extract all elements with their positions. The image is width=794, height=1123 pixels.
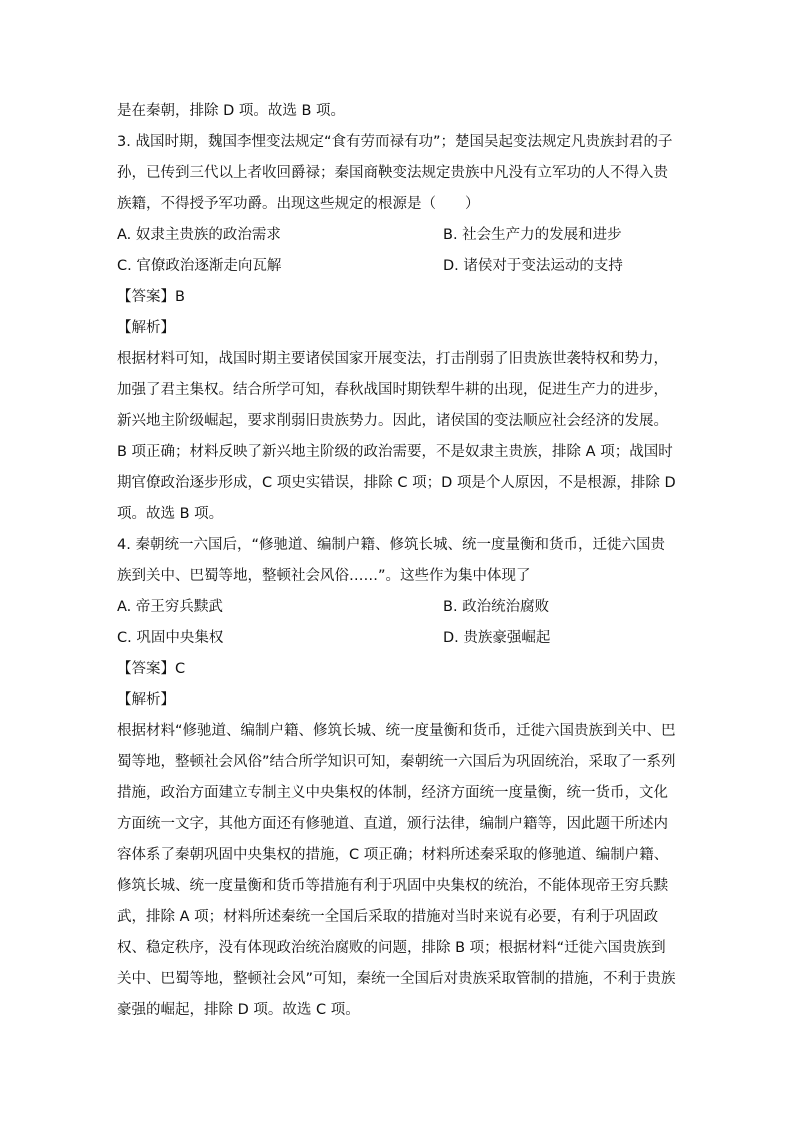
question-3-analysis: 根据材料可知，战国时期主要诸侯国家开展变法，打击削弱了旧贵族世袭特权和势力，加强了君主集权。结合所学可知，春秋战国时期铁犁牛耕的出现，促进生产力的进步，新兴地主阶级崛起，要求削弱旧贵族势力。因此，诸侯国的变法顺应社会经济的发展。B 项正确；材料反映了新兴地主阶级的政治需要，不是奴隶主贵族，排除 A 项；战国时期官僚政治逐步形成，C 项史实错误，排除 C 项；D 项是个人原因，不是根源，排除 D 项。故选 B 项。 — [117, 351, 676, 522]
question-3-options — [117, 220, 677, 282]
question-3-option-c: C. 官僚政治逐渐走向瓦解 — [117, 258, 282, 274]
question-4-option-d: D. 贵族豪强崛起 — [443, 630, 551, 646]
question-3-stem: 3. 战国时期，魏国李悝变法规定“食有劳而禄有功”；楚国吴起变法规定凡贵族封君的子孙，已传到三代以上者收回爵禄；秦国商鞅变法规定贵族中凡没有立军功的人不得入贵族籍，不得授予军功爵。出现这些规定的根源是（ ） — [117, 134, 673, 212]
question-4-options — [117, 592, 677, 654]
question-3-option-a: A. 奴隶主贵族的政治需求 — [117, 227, 281, 243]
question-4-option-c: C. 巩固中央集权 — [117, 630, 224, 646]
question-3-analysis-label: 【解析】 — [117, 320, 175, 336]
question-4-option-b: B. 政治统治腐败 — [443, 599, 550, 615]
question-4-analysis: 根据材料“修驰道、编制户籍、修筑长城、统一度量衡和货币，迁徙六国贵族到关中、巴蜀等地，整顿社会风俗”结合所学知识可知，秦朝统一六国后为巩固统治，采取了一系列措施，政治方面建立专制主义中央集权的体制，经济方面统一度量衡，统一货币，文化方面统一文字，其他方面还有修驰道、直道，颁行法律，编制户籍等，因此题干所述内容体系了秦朝巩固中央集权的措施，C 项正确；材料所述秦采取的修驰道、编制户籍、修筑长城、统一度量衡和货币等措施有利于巩固中央集权的统治，不能体现帝王穷兵黩武，排除 A 项；材料所述秦统一全国后采取的措施对当时来说有必要，有利于巩固政权、稳定秩序，没有体现政治统治腐败的问题，排除 B 项；根据材料“迁徙六国贵族到关中、巴蜀等地，整顿社会风”可知，秦统一全国后对贵族采取管制的措施，不利于贵族豪强的崛起，排除 D 项。故选 C 项。 — [117, 723, 676, 1018]
previous-answer-tail: 是在秦朝，排除 D 项。故选 B 项。 — [117, 103, 346, 119]
question-4-stem: 4. 秦朝统一六国后，“修驰道、编制户籍、修筑长城、统一度量衡和货币，迁徙六国贵族到关中、巴蜀等地，整顿社会风俗……”。这些作为集中体现了 — [117, 537, 665, 584]
question-3-option-b: B. 社会生产力的发展和进步 — [443, 227, 622, 243]
question-4-answer: 【答案】C — [117, 661, 186, 677]
document-page — [117, 96, 677, 1026]
question-3-answer: 【答案】B — [117, 289, 185, 305]
question-3-option-d: D. 诸侯对于变法运动的支持 — [443, 258, 623, 274]
question-4-option-a: A. 帝王穷兵黩武 — [117, 599, 223, 615]
question-4-analysis-label: 【解析】 — [117, 692, 175, 708]
